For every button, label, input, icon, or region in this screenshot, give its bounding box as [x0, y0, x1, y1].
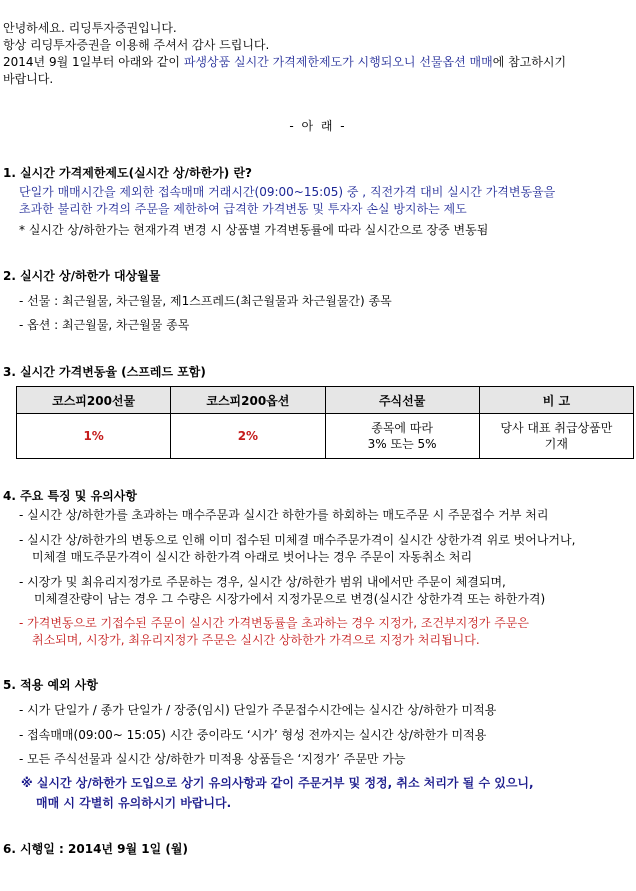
header-stock-futures: 주식선물: [325, 387, 479, 414]
section-5-item-3: - 모든 주식선물과 실시간 상/하한가 미적용 상품들은 ‘지정가’ 주문만 가능: [19, 752, 406, 766]
warning-line-2: 매매 시 각별히 유의하시기 바랍니다.: [36, 796, 232, 810]
section-5-heading: 5. 적용 예외 사항: [3, 678, 98, 692]
notice-line: [3, 54, 566, 71]
warning-line-1: ※ 실시간 상/하한가 도입으로 상기 유의사항과 같이 주문거부 및 정정, 취소 처리가 될 수 있으니,: [21, 776, 534, 790]
section-1-body-line-1: 단일가 매매시간을 제외한 접속매매 거래시간(09:00~15:05) 중 , 직전가격 대비 실시간 가격변동율을: [19, 185, 556, 199]
rate-kospi200-options: 2%: [171, 414, 325, 459]
section-4-item-3-line-2: 미체결잔량이 남는 경우 그 수량은 시장가에서 지정가문으로 변경(실시간 상한가격 또는 하한가격): [34, 592, 546, 606]
section-2-item-futures: - 선물 : 최근월물, 차근월물, 제1스프레드(최근월물과 차근월물간) 종목: [19, 294, 392, 308]
rate-stock-futures-line-1: 종목에 따라: [371, 421, 434, 435]
section-2-heading: 2. 실시간 상/하한가 대상월물: [3, 269, 161, 283]
section-4-heading: 4. 주요 특징 및 유의사항: [3, 489, 137, 503]
rate-table-row: [17, 414, 634, 459]
section-4-item-1: - 실시간 상/하한가를 초과하는 매수주문과 실시간 하한가를 하회하는 매도주문 시 주문접수 거부 처리: [19, 508, 549, 522]
section-6-heading: 6. 시행일 : 2014년 9월 1일 (월): [3, 842, 188, 856]
section-1-note: * 실시간 상/하한가는 현재가격 변경 시 상품별 가격변동률에 따라 실시간으로 장중 변동됨: [19, 223, 489, 237]
rate-remarks: [479, 414, 633, 459]
section-3-heading: 3. 실시간 가격변동율 (스프레드 포함): [3, 365, 206, 379]
header-kospi200-futures: 코스피200선물: [17, 387, 171, 414]
section-1-body-line-2: 초과한 불리한 가격의 주문을 제한하여 급격한 가격변동 및 투자자 손실 방지하는 제도: [19, 202, 467, 216]
section-marker: - 아 래 -: [289, 119, 347, 133]
rate-table-header-row: [17, 387, 634, 414]
rate-remarks-line-1: 당사 대표 취급상품만: [500, 421, 613, 435]
section-4-item-2-line-2: 미체결 매도주문가격이 실시간 하한가격 아래로 벗어나는 경우 주문이 자동취소 처리: [32, 550, 473, 564]
thanks-line: 항상 리딩투자증권을 이용해 주셔서 감사 드립니다.: [3, 38, 270, 52]
greeting-line: 안녕하세요. 리딩투자증권입니다.: [3, 21, 177, 35]
section-4-item-4-line-2: 취소되며, 시장가, 최유리지정가 주문은 실시간 상하한가 가격으로 지정가 처리됩니다.: [32, 633, 480, 647]
notice-end-line: 바랍니다.: [3, 72, 54, 86]
header-remarks: 비 고: [479, 387, 633, 414]
rate-stock-futures: [325, 414, 479, 459]
section-5-item-2: - 접속매매(09:00~ 15:05) 시간 중이라도 ‘시가’ 형성 전까지는 실시간 상/하한가 미적용: [19, 728, 487, 742]
section-1-heading: 1. 실시간 가격제한제도(실시간 상/하한가) 란?: [3, 166, 252, 180]
rate-remarks-line-2: 기재: [544, 437, 568, 451]
rate-stock-futures-line-2: 3% 또는 5%: [367, 437, 437, 451]
notice-prefix: 2014년 9월 1일부터 아래와 같이: [3, 55, 184, 69]
section-4-item-3-line-1: - 시장가 및 최유리지정가로 주문하는 경우, 실시간 상/하한가 범위 내에서만 주문이 체결되며,: [19, 575, 506, 589]
section-4-item-4-line-1: - 가격변동으로 기접수된 주문이 실시간 가격변동률을 초과하는 경우 지정가, 조건부지정가 주문은: [19, 616, 529, 630]
header-kospi200-options: 코스피200옵션: [171, 387, 325, 414]
rate-table: [16, 386, 634, 459]
section-5-item-1: - 시가 단일가 / 종가 단일가 / 장중(임시) 단일가 주문접수시간에는 실시간 상/하한가 미적용: [19, 703, 497, 717]
notice-suffix: 에 참고하시기: [492, 55, 567, 69]
notice-highlight: 파생상품 실시간 가격제한제도가 시행되오니 선물옵션 매매: [183, 55, 493, 69]
section-2-item-options: - 옵션 : 최근월물, 차근월물 종목: [19, 318, 190, 332]
section-4-item-2-line-1: - 실시간 상/하한가의 변동으로 인해 이미 접수된 미체결 매수주문가격이 실시간 상한가격 위로 벗어나거나,: [19, 533, 576, 547]
rate-kospi200-futures: 1%: [17, 414, 171, 459]
